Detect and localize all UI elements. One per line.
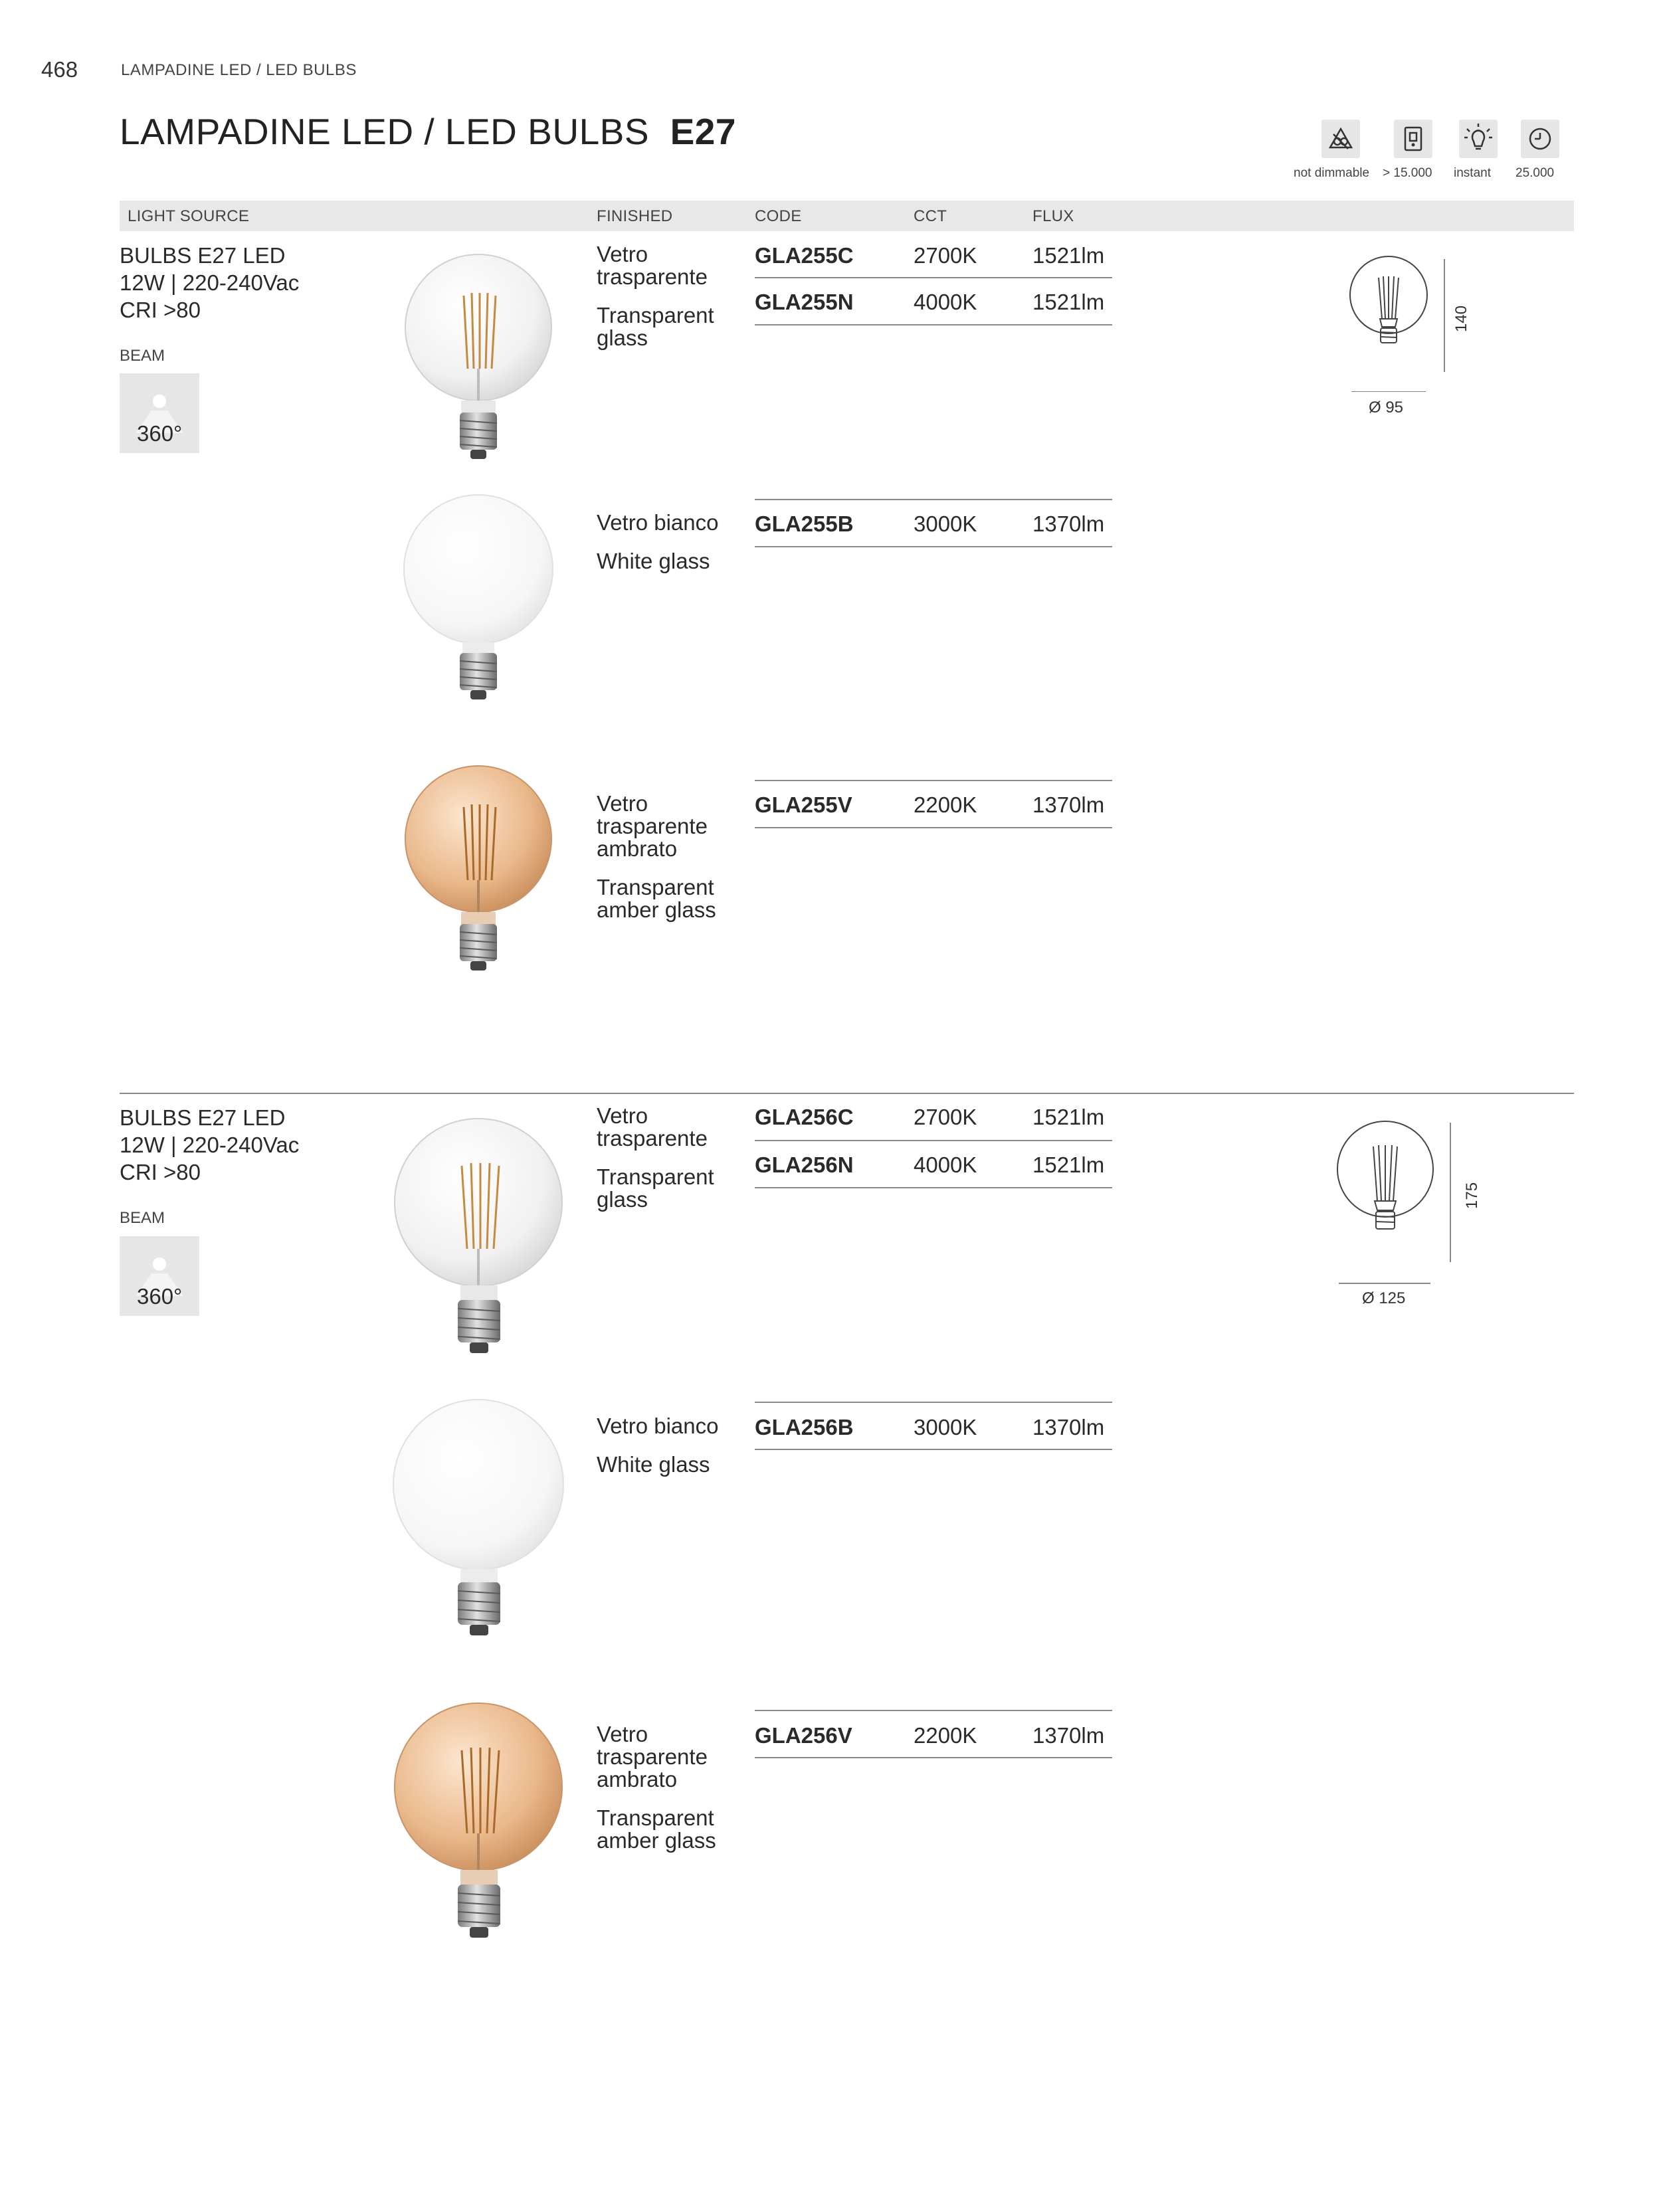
product-code: GLA256C (755, 1105, 854, 1129)
finish-en: Transparent glass (597, 1164, 714, 1212)
flux-value: 1370lm (1032, 792, 1105, 817)
beam-label: BEAM (120, 1209, 165, 1227)
icon-label-switch-cycles: > 15.000 (1383, 166, 1432, 180)
col-cct: CCT (914, 207, 947, 225)
finish-label (597, 1723, 749, 1852)
row-divider (755, 1757, 1112, 1758)
finish-label (597, 792, 749, 921)
product-code: GLA256N (755, 1152, 854, 1177)
row-divider (755, 1140, 1112, 1141)
finish-en: Transparent amber glass (597, 875, 716, 922)
dimension-diameter: Ø 95 (1369, 399, 1404, 416)
clock-hours-icon (1521, 120, 1559, 158)
flux-value: 1370lm (1032, 1415, 1105, 1439)
spec-cri: CRI >80 (120, 298, 201, 322)
table-header-bar (120, 201, 1574, 231)
row-divider (755, 1710, 1112, 1711)
dimension-drawing (1332, 1116, 1478, 1289)
finish-it: Vetro bianco (597, 510, 719, 535)
finish-en: Transparent amber glass (597, 1805, 716, 1853)
finish-it: Vetro trasparente ambrato (597, 791, 708, 861)
beam-badge (120, 373, 199, 453)
product-code: GLA255N (755, 290, 854, 314)
finish-en: Transparent glass (597, 303, 714, 350)
beam-label: BEAM (120, 347, 165, 365)
spec-block (120, 242, 299, 323)
product-code: GLA255V (755, 792, 852, 817)
finish-it: Vetro trasparente ambrato (597, 1722, 708, 1792)
bulb-photo-amber (389, 1697, 568, 1950)
cct-value: 3000K (914, 511, 977, 536)
finish-label (597, 1105, 749, 1211)
spec-power: 12W | 220-240Vac (120, 270, 300, 295)
flux-value: 1370lm (1032, 511, 1105, 536)
row-divider (755, 827, 1112, 828)
bulb-photo-white (399, 488, 558, 714)
finish-en: White glass (597, 549, 710, 573)
row-divider (755, 499, 1112, 500)
row-divider (755, 1187, 1112, 1188)
cct-value: 3000K (914, 1415, 977, 1439)
icon-label-not-dimmable: not dimmable (1294, 166, 1370, 180)
cct-value: 2700K (914, 1105, 977, 1129)
cct-value: 4000K (914, 1152, 977, 1177)
finish-it: Vetro trasparente (597, 1103, 708, 1151)
icon-label-instant: instant (1454, 166, 1491, 180)
dimension-height: 140 (1452, 305, 1470, 332)
finish-it: Vetro trasparente (597, 242, 708, 289)
col-light-source: LIGHT SOURCE (128, 207, 250, 225)
finish-label (597, 511, 749, 573)
col-flux: FLUX (1032, 207, 1074, 225)
row-divider (755, 324, 1112, 325)
row-divider (755, 780, 1112, 781)
finish-label (597, 243, 749, 349)
col-code: CODE (755, 207, 802, 225)
flux-value: 1521lm (1032, 1105, 1105, 1129)
bulb-photo-clear (389, 1113, 568, 1365)
not-dimmable-icon (1321, 120, 1360, 158)
product-code: GLA256B (755, 1415, 854, 1439)
finish-label (597, 1415, 749, 1476)
row-divider (755, 277, 1112, 278)
dimension-height: 175 (1463, 1182, 1481, 1209)
instant-light-icon (1459, 120, 1498, 158)
cct-value: 4000K (914, 290, 977, 314)
section-divider (120, 1093, 1574, 1094)
page-number: 468 (41, 57, 78, 82)
spec-cri: CRI >80 (120, 1160, 201, 1184)
spec-block (120, 1104, 299, 1186)
flux-value: 1521lm (1032, 290, 1105, 314)
page-title (120, 110, 736, 153)
spec-power: 12W | 220-240Vac (120, 1133, 300, 1157)
bulb-photo-clear (399, 249, 558, 468)
product-code: GLA256V (755, 1723, 852, 1748)
icon-label-hours: 25.000 (1515, 166, 1555, 180)
cct-value: 2200K (914, 792, 977, 817)
product-code: GLA255C (755, 243, 854, 268)
beam-badge (120, 1236, 199, 1316)
bulb-photo-amber (399, 761, 558, 986)
flux-value: 1521lm (1032, 243, 1105, 268)
cct-value: 2200K (914, 1723, 977, 1748)
dimension-diameter: Ø 125 (1362, 1289, 1406, 1307)
title-bold: E27 (670, 111, 736, 152)
cct-value: 2700K (914, 243, 977, 268)
row-divider (755, 1402, 1112, 1403)
row-divider (755, 1449, 1112, 1450)
flux-value: 1521lm (1032, 1152, 1105, 1177)
product-code: GLA255B (755, 511, 854, 536)
col-finished: FINISHED (597, 207, 673, 225)
bulb-photo-white (389, 1395, 568, 1647)
title-main: LAMPADINE LED / LED BULBS (120, 111, 650, 152)
finish-en: White glass (597, 1452, 710, 1477)
beam-value: 360° (137, 1284, 183, 1309)
row-divider (755, 546, 1112, 547)
running-head: LAMPADINE LED / LED BULBS (121, 61, 357, 79)
beam-value: 360° (137, 421, 183, 446)
switch-cycles-icon (1394, 120, 1432, 158)
flux-value: 1370lm (1032, 1723, 1105, 1748)
finish-it: Vetro bianco (597, 1414, 719, 1438)
spec-name: BULBS E27 LED (120, 243, 286, 268)
spec-name: BULBS E27 LED (120, 1105, 286, 1130)
